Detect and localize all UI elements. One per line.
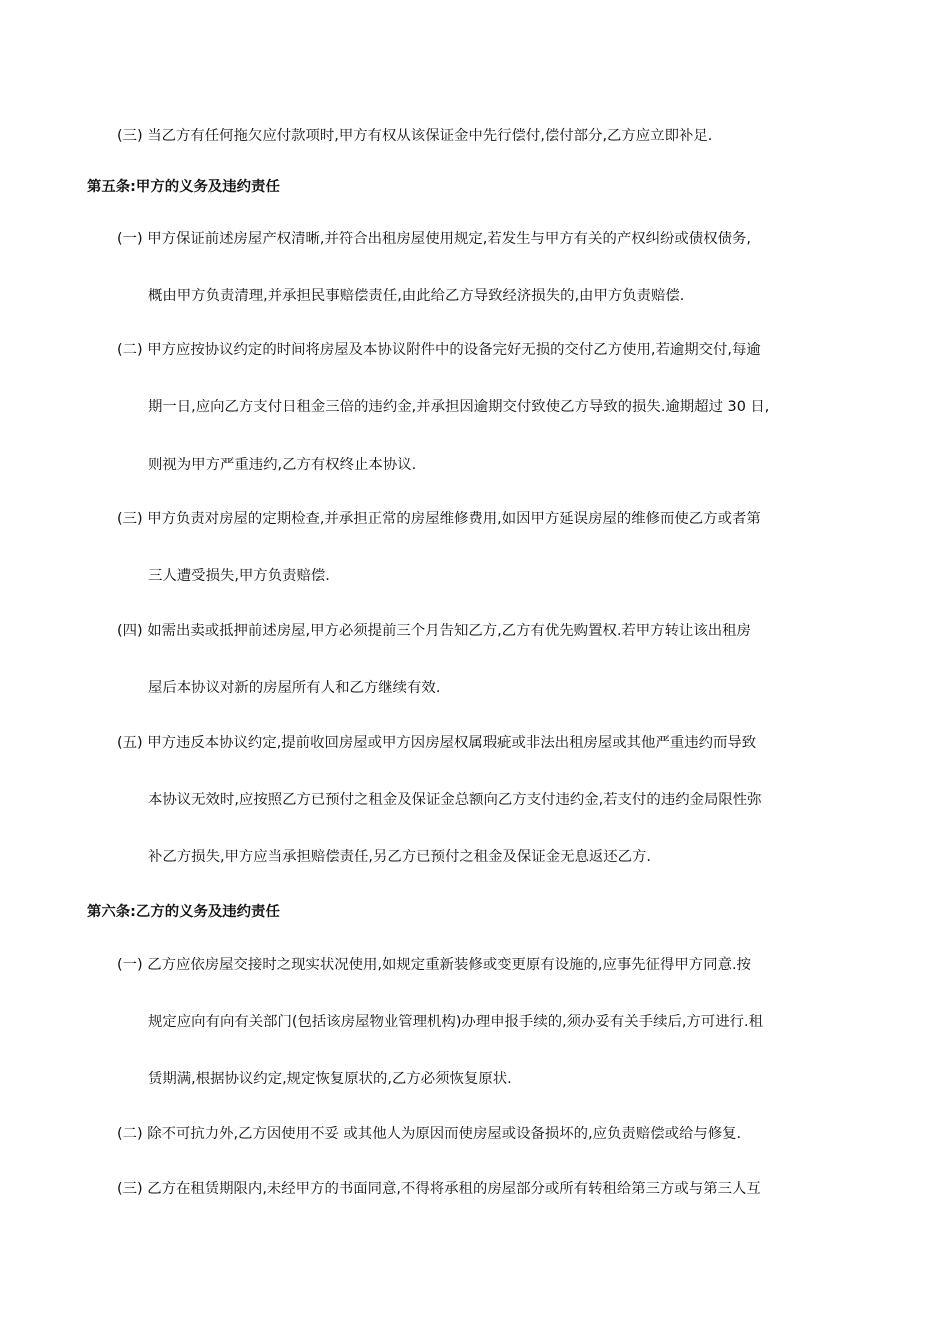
clause-5-2-line-1: (二) 甲方应按协议约定的时间将房屋及本协议附件中的设备完好无损的交付乙方使用,若逾期交付,每逾 <box>117 342 761 358</box>
clause-5-5-line-3: 补乙方损失,甲方应当承担赔偿责任,另乙方已预付之租金及保证金无息返还乙方. <box>148 849 652 865</box>
clause-6-1-line-3: 赁期满,根据协议约定,规定恢复原状的,乙方必须恢复原状. <box>148 1071 512 1087</box>
article-5-heading: 第五条:甲方的义务及违约责任 <box>87 179 280 195</box>
clause-5-5-line-2: 本协议无效时,应按照乙方已预付之租金及保证金总额向乙方支付违约金,若支付的违约金局限性弥 <box>148 792 762 808</box>
clause-5-1-line-2: 概由甲方负责清理,并承担民事赔偿责任,由此给乙方导致经济损失的,由甲方负责赔偿. <box>148 288 685 304</box>
article-6-heading: 第六条:乙方的义务及违约责任 <box>87 904 280 920</box>
clause-6-3-line-1: (三) 乙方在租赁期限内,未经甲方的书面同意,不得将承租的房屋部分或所有转租给第三方或与第三人互 <box>117 1181 761 1197</box>
clause-5-1-line-1: (一) 甲方保证前述房屋产权清晰,并符合出租房屋使用规定,若发生与甲方有关的产权纠纷或债权债务, <box>117 231 751 247</box>
clause-5-3-line-2: 三人遭受损失,甲方负责赔偿. <box>148 568 330 584</box>
clause-5-4-line-1: (四) 如需出卖或抵押前述房屋,甲方必须提前三个月告知乙方,乙方有优先购置权.若甲方转让该出租房 <box>117 623 751 639</box>
clause-6-2-line-1: (二) 除不可抗力外,乙方因使用不妥 或其他人为原因而使房屋或设备损坏的,应负责赔偿或给与修复. <box>117 1126 742 1142</box>
clause-5-4-line-2: 屋后本协议对新的房屋所有人和乙方继续有效. <box>148 680 441 696</box>
clause-5-5-line-1: (五) 甲方违反本协议约定,提前收回房屋或甲方因房屋权属瑕疵或非法出租房屋或其他严重违约而导致 <box>117 735 757 751</box>
clause-4-3-line-1: (三) 当乙方有任何拖欠应付款项时,甲方有权从该保证金中先行偿付,偿付部分,乙方应立即补足. <box>117 128 713 144</box>
clause-5-3-line-1: (三) 甲方负责对房屋的定期检查,并承担正常的房屋维修费用,如因甲方延误房屋的维修而使乙方或者第 <box>117 511 761 527</box>
clause-5-2-line-3: 则视为甲方严重违约,乙方有权终止本协议. <box>148 457 417 473</box>
clause-6-1-line-1: (一) 乙方应依房屋交接时之现实状况使用,如规定重新装修或变更原有设施的,应事先征得甲方同意.按 <box>117 957 751 973</box>
clause-6-1-line-2: 规定应向有向有关部门(包括该房屋物业管理机构)办理申报手续的,须办妥有关手续后,方可进行.租 <box>148 1014 763 1030</box>
clause-5-2-line-2: 期一日,应向乙方支付日租金三倍的违约金,并承担因逾期交付致使乙方导致的损失.逾期超过 30 日, <box>148 399 770 415</box>
